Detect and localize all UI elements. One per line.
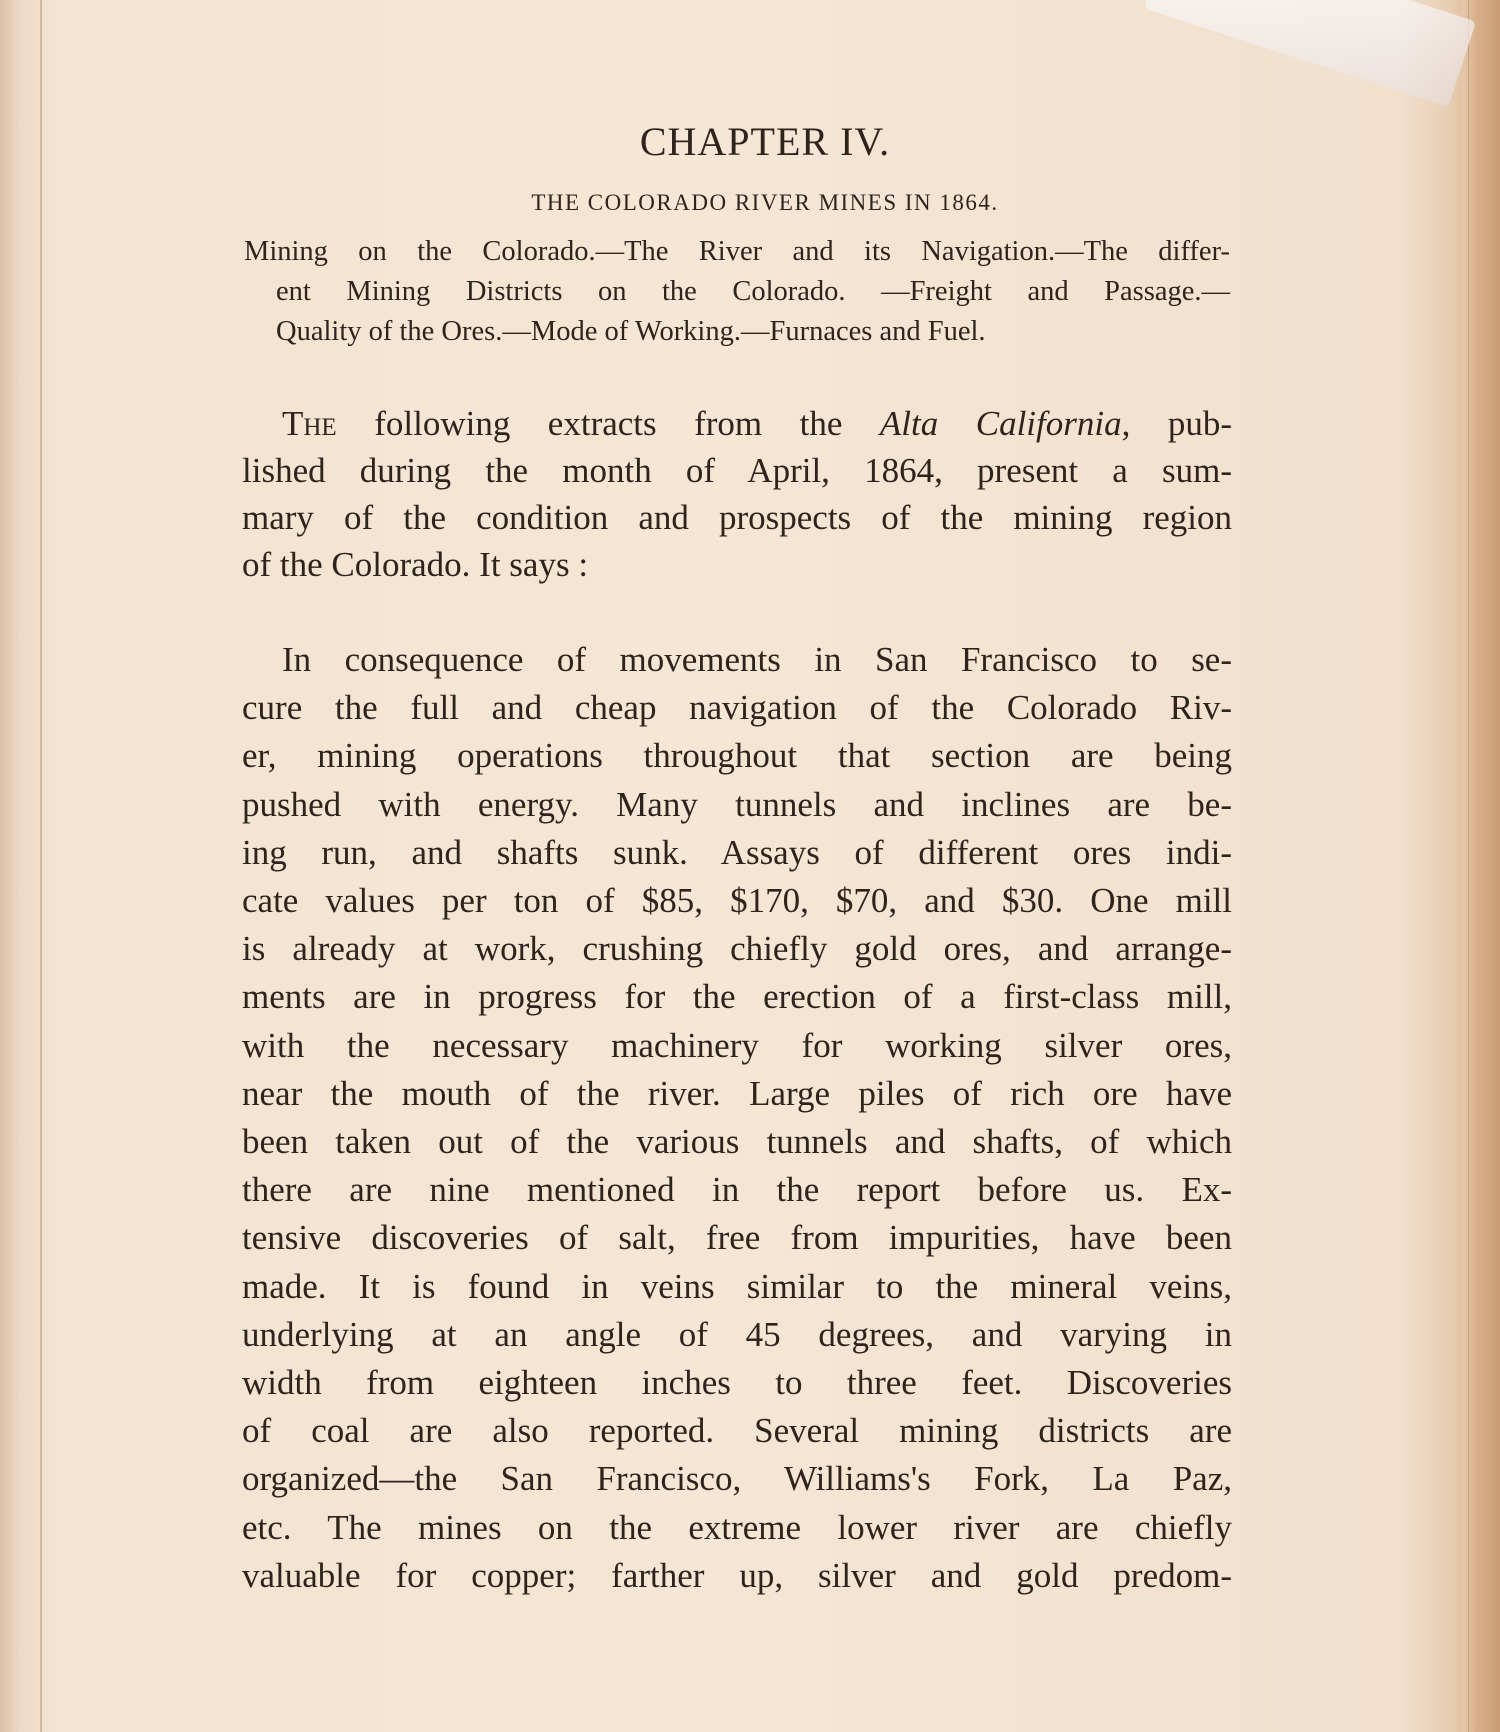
intro-line: lished during the month of April, 1864, present a sum- xyxy=(242,451,1232,490)
quote-line: etc. The mines on the extreme lower river are chiefly xyxy=(242,1507,1232,1547)
chapter-subtitle: THE COLORADO RIVER MINES IN 1864. xyxy=(531,190,999,215)
intro-line-1 xyxy=(242,400,1232,447)
quote-line: width from eighteen inches to three feet. Discoveries xyxy=(242,1363,1232,1403)
quote-line: is already at work, crushing chiefly gold ores, and arrange- xyxy=(242,929,1232,969)
summary-line: Quality of the Ores.—Mode of Working.—Furnaces and Fuel. xyxy=(276,316,986,347)
page-edge-line xyxy=(1468,0,1469,1732)
quote-line: organized—the San Francisco, Williams's Fork, La Paz, xyxy=(242,1459,1232,1499)
intro-line: mary of the condition and prospects of the mining region xyxy=(242,498,1232,537)
quote-line: there are nine mentioned in the report before us. Ex- xyxy=(242,1170,1232,1210)
summary-line: Mining on the Colorado.—The River and its Navigation.—The differ- xyxy=(244,236,1230,267)
quote-line: pushed with energy. Many tunnels and inclines are be- xyxy=(242,784,1232,824)
quote-line: been taken out of the various tunnels and shafts, of which xyxy=(242,1122,1232,1162)
quote-line: near the mouth of the river. Large piles of rich ore have xyxy=(242,1073,1232,1113)
quote-line: valuable for copper; farther up, silver and gold predom- xyxy=(242,1555,1232,1595)
quote-line: made. It is found in veins similar to the mineral veins, xyxy=(242,1266,1232,1306)
quote-line: er, mining operations throughout that section are being xyxy=(242,736,1232,776)
intro-text: following extracts from the xyxy=(336,404,880,443)
quote-line: In consequence of movements in San Francisco to se- xyxy=(282,640,1232,679)
tape-strip xyxy=(1144,0,1476,107)
quote-line: underlying at an angle of 45 degrees, and varying in xyxy=(242,1314,1232,1354)
quote-line: tensive discoveries of salt, free from impurities, have been xyxy=(242,1218,1232,1258)
quoted-paragraph xyxy=(242,636,1232,1600)
intro-text: , pub- xyxy=(1121,404,1232,443)
drop-word: The xyxy=(282,404,337,443)
quote-line: of coal are also reported. Several mining districts are xyxy=(242,1411,1232,1451)
quote-line: cate values per ton of $85, $170, $70, and $30. One mill xyxy=(242,881,1232,921)
publication-name: Alta California xyxy=(879,404,1122,443)
quote-line: ments are in progress for the erection of a first-class mill, xyxy=(242,977,1232,1017)
intro-line: of the Colorado. It says : xyxy=(242,545,589,584)
page-gutter-edge xyxy=(40,0,42,1732)
chapter-summary xyxy=(244,232,1230,352)
quote-line: ing run, and shafts sunk. Assays of different ores indi- xyxy=(242,832,1232,872)
quote-line: cure the full and cheap navigation of the Colorado Riv- xyxy=(242,688,1232,728)
summary-line: ent Mining Districts on the Colorado. —Freight and Passage.— xyxy=(276,276,1230,307)
chapter-title: CHAPTER IV. xyxy=(639,119,891,164)
quote-line: with the necessary machinery for working silver ores, xyxy=(242,1025,1232,1065)
intro-paragraph xyxy=(242,400,1232,588)
